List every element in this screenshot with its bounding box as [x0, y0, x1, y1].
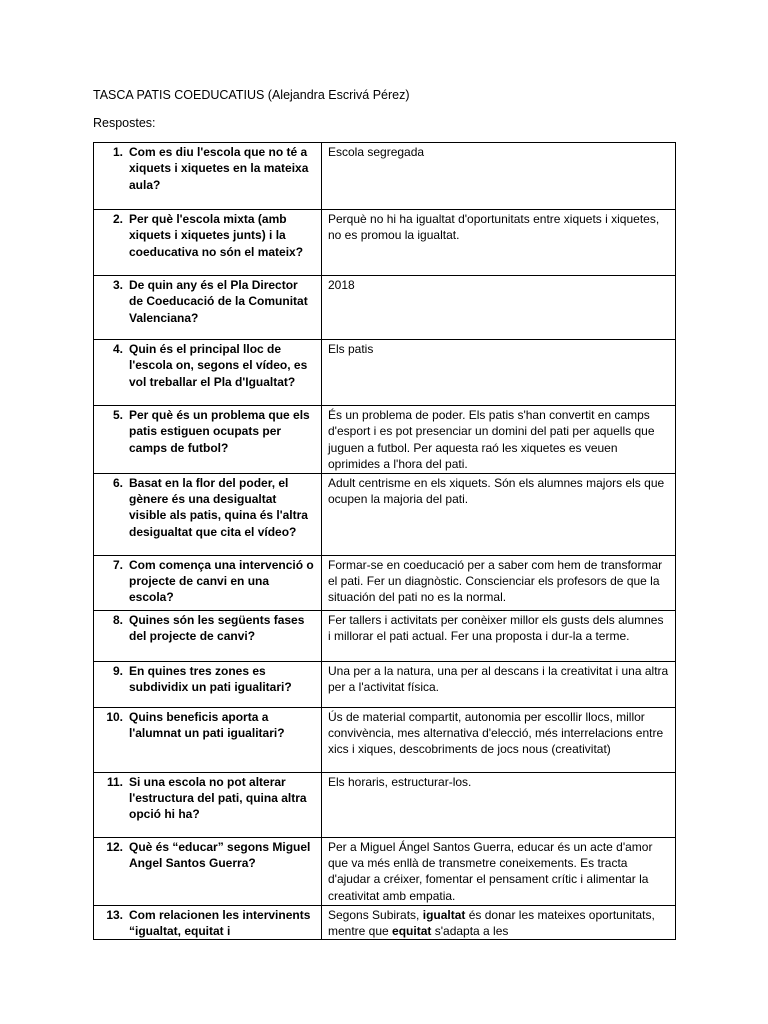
- question-number: 3.: [112, 278, 123, 292]
- question-number: 10.: [106, 709, 123, 724]
- answer-cell: [322, 905, 676, 940]
- question-cell: [94, 772, 322, 837]
- document-title: TASCA PATIS COEDUCATIUS (Alejandra Escrivá Pérez): [93, 88, 410, 102]
- answer-cell: Per a Miguel Ángel Santos Guerra, educar és un acte d'amor que va més enllà de transmetre coneixements. Es tracta d'ajudar a créixer, fomentar el pensament crític i alimentar la creativitat amb empatia.: [322, 837, 676, 905]
- answer-cell: És un problema de poder. Els patis s'han convertit en camps d'esport i es pot presenciar un domini del pati per aquells que juguen a futbol. Per aquesta raó les xiquetes es veuen oprimides a l'hora del pati.: [322, 406, 676, 474]
- question-text: Quin és el principal lloc de l'escola on, segons el vídeo, es vol treballar el Pla d'Igualtat?: [129, 342, 308, 389]
- answer-text: s'adapta a les: [431, 924, 509, 939]
- table-row: [94, 555, 676, 610]
- question-cell: [94, 661, 322, 707]
- table-row: [94, 340, 676, 406]
- answer-text: és donar les mateixes oportunitats, mentre que: [328, 907, 655, 939]
- answer-cell: 2018: [322, 276, 676, 340]
- table-row: [94, 772, 676, 837]
- question-number: 4.: [112, 342, 123, 356]
- answer-cell: Els patis: [322, 340, 676, 406]
- question-number: 13.: [106, 907, 123, 922]
- question-number: 2.: [112, 212, 123, 226]
- answer-cell: Perquè no hi ha igualtat d'oportunitats entre xiquets i xiquetes, no es promou la igualtat.: [322, 210, 676, 276]
- question-text: Per què és un problema que els patis estiguen ocupats per camps de futbol?: [129, 408, 310, 455]
- answer-cell: Els horaris, estructurar-los.: [322, 772, 676, 837]
- document-subtitle: Respostes:: [93, 116, 156, 130]
- answer-emphasis-igualtat: igualtat: [422, 907, 466, 922]
- question-text: Basat en la flor del poder, el gènere és una desigualtat visible als patis, quina és l'altra desigualtat que cita el vídeo?: [129, 475, 308, 539]
- table-row: [94, 837, 676, 905]
- question-text: Què és “educar” segons Miguel Angel Santos Guerra?: [129, 839, 311, 871]
- question-cell: [94, 555, 322, 610]
- answer-cell: Fer tallers i activitats per conèixer millor els gusts dels alumnes i millorar el pati actual. Fer una proposta i dur-la a terme.: [322, 610, 676, 661]
- table-row: [94, 276, 676, 340]
- question-cell: [94, 276, 322, 340]
- answer-cell: Adult centrisme en els xiquets. Són els alumnes majors els que ocupen la majoria del pati.: [322, 473, 676, 555]
- answer-cell: Ús de material compartit, autonomia per escollir llocs, millor convivència, mes alternativa d'elecció, més interrelacions entre xics i xiques, descobriments de jocs nous (creativitat): [322, 707, 676, 772]
- question-text: En quines tres zones es subdividix un pati igualitari?: [129, 663, 292, 695]
- table-row: [94, 406, 676, 474]
- question-number: 9.: [112, 663, 123, 678]
- question-text: Quins beneficis aporta a l'alumnat un pati igualitari?: [129, 709, 285, 741]
- question-number: 1.: [112, 145, 123, 159]
- question-text: Quines són les següents fases del projecte de canvi?: [129, 612, 305, 644]
- question-number: 11.: [106, 774, 123, 789]
- question-cell: [94, 610, 322, 661]
- question-cell: [94, 406, 322, 474]
- table-row: [94, 661, 676, 707]
- question-cell: [94, 707, 322, 772]
- answer-cell: Una per a la natura, una per al descans i la creativitat i una altra per a l'activitat física.: [322, 661, 676, 707]
- qa-table: [93, 142, 676, 940]
- answer-emphasis-equitat: equitat: [392, 924, 432, 939]
- table-row: [94, 473, 676, 555]
- question-number: 12.: [106, 839, 123, 854]
- question-text: Com comença una intervenció o projecte de canvi en una escola?: [129, 557, 314, 605]
- answer-text: Segons Subirats,: [328, 907, 423, 922]
- question-number: 6.: [112, 475, 123, 490]
- question-text: Per què l'escola mixta (amb xiquets i xiquetes junts) i la coeducativa no són el mateix?: [129, 212, 304, 259]
- question-cell: [94, 905, 322, 940]
- answer-cell: Escola segregada: [322, 143, 676, 210]
- question-number: 7.: [112, 557, 123, 572]
- table-row: [94, 210, 676, 276]
- table-row: [94, 905, 676, 940]
- question-cell: [94, 837, 322, 905]
- answer-cell: Formar-se en coeducació per a saber com hem de transformar el pati. Fer un diagnòstic. Conscienciar els profesors de que la situación del pati no es la normal.: [322, 555, 676, 610]
- question-text: Com es diu l'escola que no té a xiquets i xiquetes en la mateixa aula?: [129, 145, 309, 192]
- question-number: 8.: [112, 612, 123, 627]
- question-text: Si una escola no pot alterar l'estructura del pati, quina altra opció hi ha?: [129, 774, 307, 822]
- question-cell: [94, 143, 322, 210]
- question-cell: [94, 210, 322, 276]
- question-text: De quin any és el Pla Director de Coeducació de la Comunitat Valenciana?: [129, 278, 308, 325]
- question-cell: [94, 473, 322, 555]
- table-row: [94, 143, 676, 210]
- question-cell: [94, 340, 322, 406]
- table-row: [94, 707, 676, 772]
- table-row: [94, 610, 676, 661]
- question-number: 5.: [112, 408, 123, 422]
- question-text: Com relacionen les intervinents “igualtat, equitat i: [129, 907, 311, 939]
